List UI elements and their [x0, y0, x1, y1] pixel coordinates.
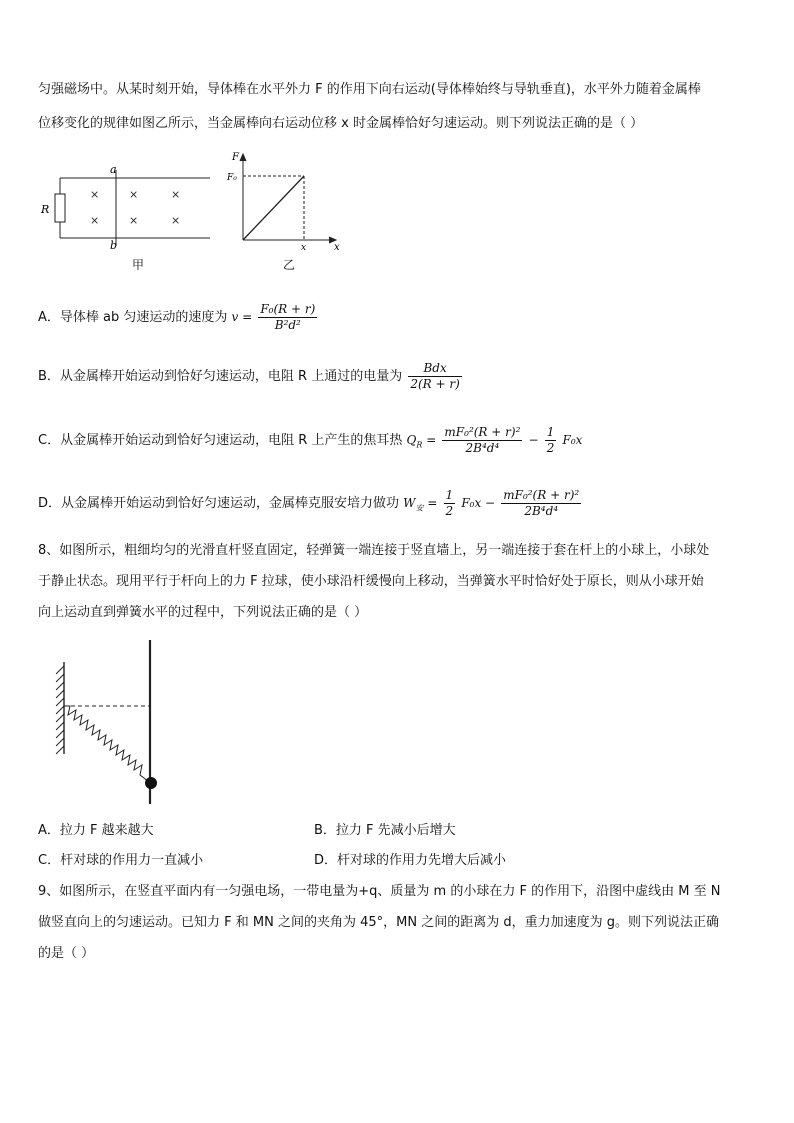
field-cross: ×	[171, 214, 181, 227]
label-R: R	[41, 203, 50, 216]
q8-line-2: 于静止状态。现用平行于杆向上的力 F 拉球，使小球沿杆缓慢向上移动，当弹簧水平时恰好处于原长，则从小球开始	[38, 574, 704, 589]
label-F0: F₀	[227, 173, 237, 183]
field-cross: ×	[90, 188, 100, 201]
caption-jia: 甲	[132, 258, 145, 272]
q8-option-c: C．杆对球的作用力一直减小	[38, 853, 204, 868]
q7-option-b: B．从金属棒开始运动到恰好匀速运动，电阻 R 上通过的电量为 $\frac{\text{Bdx}}{2(R + r)}$	[38, 361, 460, 391]
q7-option-d: D．从金属棒开始运动到恰好匀速运动，金属棒克服安培力做功 $W_安$ = $\frac{1}{2}$ F₀x − $\frac{\text{mF₀²(R + r)²}}{\text{2B⁴d⁴}}$	[38, 488, 580, 518]
q8-line-1: 8、如图所示，粗细均匀的光滑直杆竖直固定，轻弹簧一端连接于竖直墙上，另一端连接于套在杆上的小球上，小球处	[38, 543, 710, 558]
field-cross: ×	[129, 188, 139, 201]
figure-jia	[38, 160, 218, 270]
figure-yi	[226, 150, 346, 260]
axis-label-F: F	[232, 152, 239, 163]
q9-line-1: 9、如图所示，在竖直平面内有一匀强电场，一带电量为+q、质量为 m 的小球在力 F 的作用下，沿图中虚线由 M 至 N	[38, 884, 721, 899]
q9-line-2: 做竖直向上的匀速运动。已知力 F 和 MN 之间的夹角为 45°，MN 之间的距离为 d，重力加速度为 g。则下列说法正确	[38, 915, 719, 930]
spring	[64, 706, 150, 783]
resistor	[55, 194, 65, 222]
intro-line-1: 匀强磁场中。从某时刻开始，导体棒在水平外力 F 的作用下向右运动(导体棒始终与导轨垂直)，水平外力随着金属棒	[38, 82, 701, 97]
field-cross: ×	[171, 188, 181, 201]
caption-yi: 乙	[283, 258, 296, 272]
field-cross: ×	[129, 214, 139, 227]
label-b: b	[110, 239, 118, 252]
ball	[145, 777, 157, 789]
figure-q8	[44, 636, 174, 808]
tick-x: x	[301, 243, 307, 253]
field-cross: ×	[90, 214, 100, 227]
axis-label-x: x	[334, 242, 340, 253]
q9-line-3: 的是（ ）	[38, 946, 95, 961]
q7-option-a: A．导体棒 ab 匀速运动的速度为 v = $\frac{\text{F₀(R + r)}}{\text{B²d²}}$	[38, 302, 316, 332]
intro-line-2: 位移变化的规律如图乙所示，当金属棒向右运动位移 x 时金属棒恰好匀速运动。则下列说法正确的是（ ）	[38, 116, 644, 131]
force-line	[243, 176, 304, 240]
q7-option-c: C．从金属棒开始运动到恰好匀速运动，电阻 R 上产生的焦耳热 $Q_R$ = $\frac{\text{mF₀²(R + r)²}}{\text{2B⁴d⁴}}$ − $\frac{1}{2}$ F₀x	[38, 425, 583, 455]
q8-line-3: 向上运动直到弹簧水平的过程中，下列说法正确的是（ ）	[38, 605, 368, 620]
q8-option-d: D．杆对球的作用力先增大后减小	[314, 853, 507, 868]
q8-option-b: B．拉力 F 先减小后增大	[314, 823, 456, 838]
q8-option-a: A．拉力 F 越来越大	[38, 823, 154, 838]
label-a: a	[110, 163, 117, 176]
